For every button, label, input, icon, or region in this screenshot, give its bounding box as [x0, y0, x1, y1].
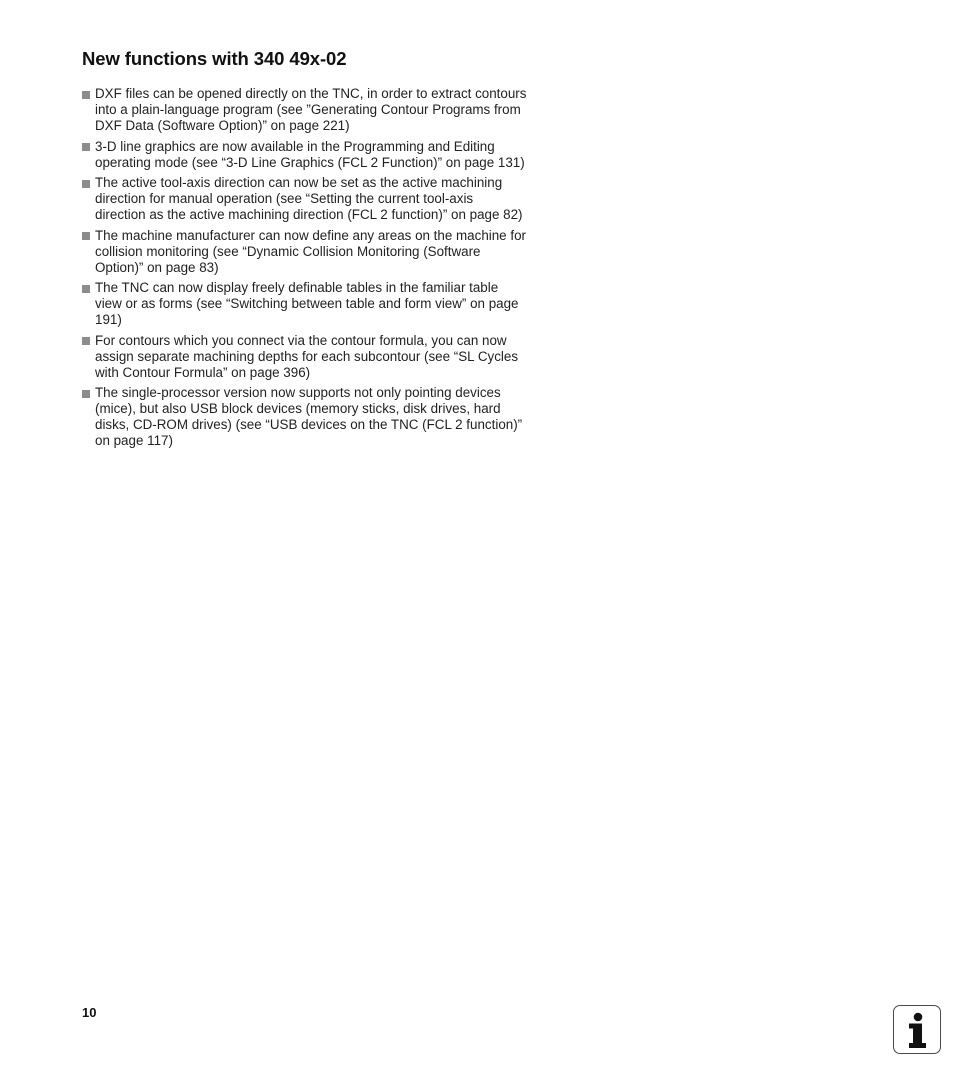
section-title: New functions with 340 49x-02 — [82, 48, 347, 69]
list-item-text: For contours which you connect via the contour formula, you can now assign separate machining depths for each subcontour (see “SL Cycles with Contour Formula” on page 396) — [95, 332, 519, 380]
list-item — [82, 86, 527, 134]
info-badge — [893, 1005, 941, 1054]
list-item — [82, 139, 527, 171]
square-bullet-icon — [82, 143, 90, 151]
square-bullet-icon — [82, 91, 90, 99]
list-item — [82, 333, 527, 381]
list-item-text: The machine manufacturer can now define any areas on the machine for collision monitoring (see “Dynamic Collision Monitoring (Software Option)” on page 83) — [95, 227, 526, 275]
square-bullet-icon — [82, 390, 90, 398]
list-item-text: The single-processor version now supports not only pointing devices (mice), but also USB block devices (memory sticks, disk drives, hard disks, CD-ROM drives) (see “USB devices on the TNC (FCL 2 function)” on page 117) — [95, 385, 523, 448]
list-item — [82, 228, 527, 276]
square-bullet-icon — [82, 180, 90, 188]
square-bullet-icon — [82, 232, 90, 240]
list-item — [82, 385, 527, 449]
list-item-text: The active tool-axis direction can now be set as the active machining direction for manual operation (see “Setting the current tool-axis direction as the active machining direction (FCL 2 function)” on page 82) — [95, 175, 523, 222]
list-item — [82, 175, 527, 223]
square-bullet-icon — [82, 337, 90, 345]
info-icon — [894, 1006, 939, 1052]
square-bullet-icon — [82, 285, 90, 293]
list-item-text: 3-D line graphics are now available in the Programming and Editing operating mode (see “3-D Line Graphics (FCL 2 Function)” on page 131) — [95, 138, 525, 170]
bullet-list — [82, 86, 527, 454]
list-item — [82, 280, 527, 328]
list-item-text: The TNC can now display freely definable tables in the familiar table view or as forms (see “Switching between table and form view” on page 191) — [95, 280, 519, 327]
list-item-text: DXF files can be opened directly on the TNC, in order to extract contours into a plain-language program (see ”Generating Contour Programs from DXF Data (Software Option)” on page 221) — [95, 86, 527, 133]
page-number: 10 — [82, 1005, 97, 1020]
